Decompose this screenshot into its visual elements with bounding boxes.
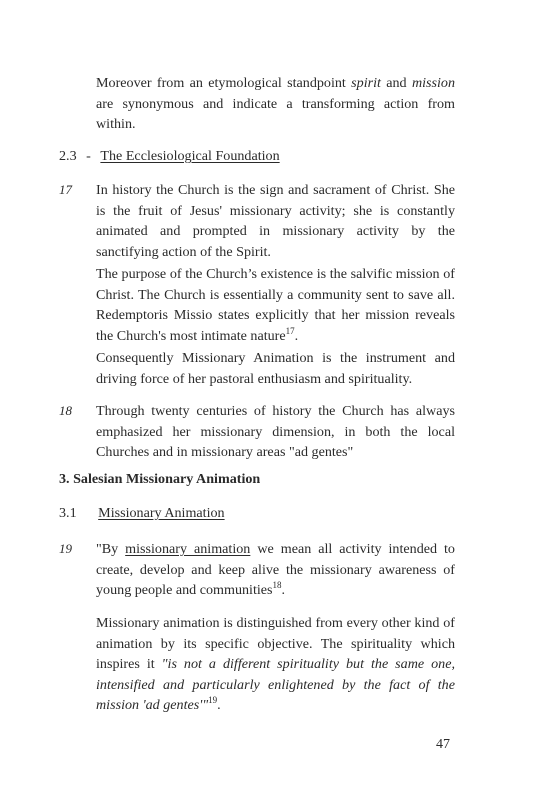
- footnote-ref-17: 17: [285, 325, 295, 336]
- paragraph-19: [96, 539, 455, 601]
- section-number: 2.3: [59, 148, 77, 164]
- section-3-1-heading: [59, 503, 225, 524]
- footnote-ref-19: 19: [208, 695, 218, 706]
- purpose-text: The purpose of the Church’s existence is the salvific mission of Christ. The Church is essentially a community sent to save all. Redemptoris Missio states explicitly that her mission reveals the Church's most intimate nature: [96, 266, 455, 344]
- intro-italic-spirit: spirit: [351, 75, 381, 91]
- italic-quote: "is not a different spirituality but the same one, intensified and particularly enlightened by the fact of the mission 'ad gentes'": [96, 656, 455, 714]
- section-3-heading: 3. Salesian Missionary Animation: [59, 471, 261, 487]
- intro-italic-mission: mission: [411, 75, 456, 91]
- consequently-text: Consequently Missionary Animation is the instrument and driving force of her pastoral enthusiasm and spirituality.: [96, 350, 455, 387]
- underlined-term: missionary animation: [125, 541, 251, 557]
- distinguished-end: .: [217, 697, 221, 714]
- paragraph-number-19: 19: [59, 541, 72, 556]
- paragraph-18: [96, 401, 455, 463]
- section-title: The Ecclesiological Foundation: [100, 148, 280, 164]
- intro-paragraph: [96, 73, 455, 135]
- purpose-paragraph: [96, 264, 455, 346]
- paragraph-19-end: .: [281, 582, 286, 599]
- footnote-ref-18: 18: [272, 580, 282, 591]
- paragraph-19-text: we mean all activity intended to create, develop and keep alive the missionary awareness of young people and communities: [96, 541, 455, 599]
- paragraph-number-18: 18: [59, 403, 72, 418]
- consequently-paragraph: [96, 348, 455, 389]
- section-number: 3.1: [59, 505, 77, 521]
- intro-text: are synonymous and indicate a transforming action from within.: [96, 95, 455, 133]
- section-2-3-heading: [59, 146, 280, 167]
- paragraph-17: [96, 180, 455, 262]
- page-number: 47: [436, 737, 450, 752]
- paragraph-18-text: Through twenty centuries of history the Church has always emphasized her missionary dimension, in both the local Churches and in missionary areas "ad gentes": [96, 403, 455, 461]
- section-separator: -: [86, 148, 91, 164]
- distinguished-text: Missionary animation is distinguished from every other kind of animation by its specific objective. The spirituality which inspires it: [96, 615, 455, 673]
- intro-text: Moreover from an etymological standpoint: [96, 75, 352, 91]
- paragraph-19-text: "By: [96, 541, 126, 557]
- distinguished-paragraph: [96, 613, 455, 716]
- intro-text: and: [380, 75, 412, 91]
- purpose-end: .: [294, 327, 299, 344]
- paragraph-17-text: In history the Church is the sign and sacrament of Christ. She is the fruit of Jesus' missionary activity; she is constantly animated and prompted in missionary activity by the sanctifying action of the Spirit.: [96, 182, 455, 260]
- paragraph-number-17: 17: [59, 182, 72, 197]
- section-title: Missionary Animation: [98, 505, 225, 521]
